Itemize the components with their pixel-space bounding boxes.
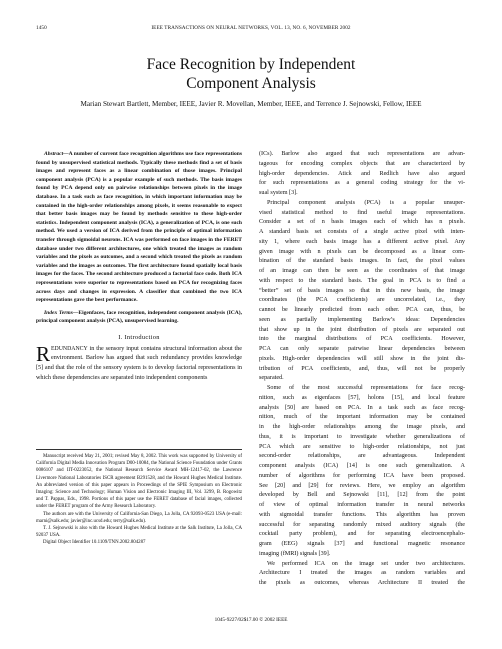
left-column [36,150,242,384]
body-line: bination of the standard basis images. In fact, the pixel values [259,258,465,265]
body-line: sity 1, where each basis image has a different active pixel. Any [259,238,465,245]
body-line: A standard basis set consists of a single active pixel with inten- [259,229,465,235]
body-line: See [20] and [29] for reviews. Here, we employ an algorithm [259,482,465,489]
body-line: of an image can then be seen as the coordinates of that image [259,268,465,274]
body-line: that show up in the joint distribution of pixels are separated out [259,326,465,333]
body-line: tageous for encoding complex objects that are characterized by [259,160,465,167]
right-column [259,150,465,589]
body-line: vised statistical method to find useful image representations. [259,209,465,216]
body-line: PCA can only separate pairwise linear dependencies between [259,346,465,352]
body-line: tribution of PCA coefficients, and, thus, will not be properly [259,365,465,372]
body-line: separated. [259,375,284,382]
abstract [36,150,242,305]
index-terms-label: Index Terms— [44,309,79,316]
drop-cap: R [36,341,51,366]
body-line: the pixels as outcomes, whereas Architecture II treated the [259,580,465,586]
body-line: successful for separating randomly mixed auditory signals (the [259,521,465,528]
body-line: second-order relationships, are advantageous. Independent [259,453,465,460]
body-line: nition, much of the important information may be contained [259,414,465,421]
body-line: in the high-order relationships among the image pixels, and [259,424,465,430]
body-line: imaging (fMRI) signals [39]. [259,550,331,557]
body-line: (ICs). Barlow also argued that such representations are advan- [259,151,465,157]
body-line: of view of optimal information transfer in neural networks [259,502,465,508]
body-line: high-order dependencies. Atick and Redlich have also argued [259,170,465,177]
body-line: Consider a set of n basis images each of which has n pixels. [259,219,465,226]
section-heading: I. Introduction [118,333,160,341]
body-line: analysis [50] are based on PCA. In a task such as face recog- [259,404,465,411]
intro-paragraph [36,341,242,384]
body-line: gram (EEG) signals [37] and functional magnetic resonance [259,541,465,547]
body-line: pixels. High-order dependencies will still show in the joint dis- [259,355,465,362]
intro-lead-word: EDUNDANCY [51,345,88,352]
footnote-affiliation: The authors are with the University of California-San Diego, La Jolla, CA 92093-0523 USA (e-mail: marni@salk.edu; javier@inc.ucsd.edu; terry@salk.edu). [36,511,242,524]
body-line: PCA which are sensitive to high-order relationships, not just [259,443,465,450]
index-terms-text: Eigenfaces, face recognition, independent component analysis (ICA), principal component analysis (PCA), unsupervised learning. [36,309,242,325]
body-line: seen as partially implementing Barlow’s ideas: Dependencies [259,316,465,323]
footnote-manuscript: Manuscript received May 21, 2001; revised May 8, 2002. This work was supported by University of California Digital Media Innovation Program D00-10084, the National Science Foundation under Grants 0086107 and IIT-0223052, the National Research Service Award MH-12417-02, the Lawrence Livermore National Laboratories ISCR agreement B291528, and the Howard Hughes Medical Institute. An abbreviated version of this paper appears in Proceedings of the SPIE Symposium on Electronic Imaging: Science and Technology; Human Vision and Electronic Imaging III, Vol. 3299, B. Rogowitz and T. Pappas, Eds., 1998. Portions of this paper use the FERET database of facial images, collected under the FERET program of the Army Research Laboratory. [36,454,242,510]
body-line: cocktail party problem), and for separating electroencephalo- [259,531,465,538]
index-terms [36,309,242,326]
body-line: into the marginal distributions of PCA coefficients. However, [259,336,465,343]
body-line: developed by Bell and Sejnowski [11], [12] from the point [259,492,465,499]
footnotes [36,449,242,547]
abstract-text: A number of current face recognition algorithms use face representations found by unsupervised statistical methods. Typically these methods find a set of basis images and represent faces as a linear combination of those images. Principal component analysis (PCA) is a popular example of such methods. The basis images found by PCA depend only on pairwise relationships between pixels in the image database. In a task such as face recognition, in which important information may be contained in the high-order relationships among pixels, it seems reasonable to expect that better basis images may be found by methods sensitive to these high-order statistics. Independent component analysis (ICA), a generalization of PCA, is one such method. We used a version of ICA derived from the principle of optimal information transfer through sigmoidal neurons. ICA was performed on face images in the FERET database under two different architectures, one which treated the images as random variables and the pixels as outcomes, and a second which treated the pixels as random variables and the images as outcomes. The first architecture found spatially local basis images for the faces. The second architecture produced a factorial face code. Both ICA representations were superior to representations based on PCA for recognizing faces across days and changes in expression. A classifier that combined the two ICA representations gave the best performance. [36,151,242,304]
copyright-code: 1045-9227/02$17.00 © 2002 IEEE [214,617,288,623]
body-line: Principal component analysis (PCA) is a popular unsuper- [267,199,465,206]
body-line: coordinates (the PCA coefficients) are uncorrelated, i.e., they [259,297,465,304]
body-line: nition, such as eigenfaces [57], holons [15], and local feature [259,394,465,401]
body-line: with sigmoidal transfer functions. This algorithm has proven [259,511,465,518]
body-line: given image with n pixels can be decomposed as a linear com- [259,248,465,255]
abstract-label: Abstract— [44,151,69,157]
body-line: Architecture I treated the images as random variables and [259,570,465,577]
body-line: thus, it is important to investigate whether generalizations of [259,433,465,440]
author-list: Marian Stewart Bartlett, Member, IEEE, Javier R. Movellan, Member, IEEE, and Terrence J. Sejnowski, Fellow, IEEE [80,100,422,108]
body-line: for such representations as a general coding strategy for the vi- [259,180,465,187]
body-line: We performed ICA on the image set under two architectures. [267,560,465,567]
paper-title [36,55,466,93]
body-line: component analysis (ICA) [14] is one such generalization. A [259,463,465,469]
body-line: Some of the most successful representations for face recog- [267,385,465,391]
title-line: Face Recognition by Independent [146,56,356,73]
intro-text: in the sensory input contains structural information about the environment. Barlow has argued that such redundancy provides knowledge [5] and that the role of the sensory system is to develop factorial representations in which these dependencies are separated into independent components [36,345,242,382]
title-line: Component Analysis [186,75,316,92]
body-line: number of algorithms for performing ICA have been proposed. [259,472,465,479]
body-line: “better” set of basis images so that in this new basis, the image [259,287,465,294]
footnote-doi: Digital Object Identifier 10.1109/TNN.2002.804287 [43,540,146,546]
journal-name: IEEE TRANSACTIONS ON NEURAL NETWORKS, VOL. 13, NO. 6, NOVEMBER 2002 [151,25,351,31]
body-line: cannot be linearly predicted from each other. PCA can, thus, be [259,307,465,313]
body-line: sual system [3]. [259,190,298,196]
page-number: 1450 [36,25,47,31]
body-line: with respect to the standard basis. The goal in PCA is to find a [259,277,465,284]
footnote-hhmi: T. J. Sejnowski is also with the Howard Hughes Medical Institute at the Salk Institute, La Jolla, CA 92037 USA. [36,526,242,539]
